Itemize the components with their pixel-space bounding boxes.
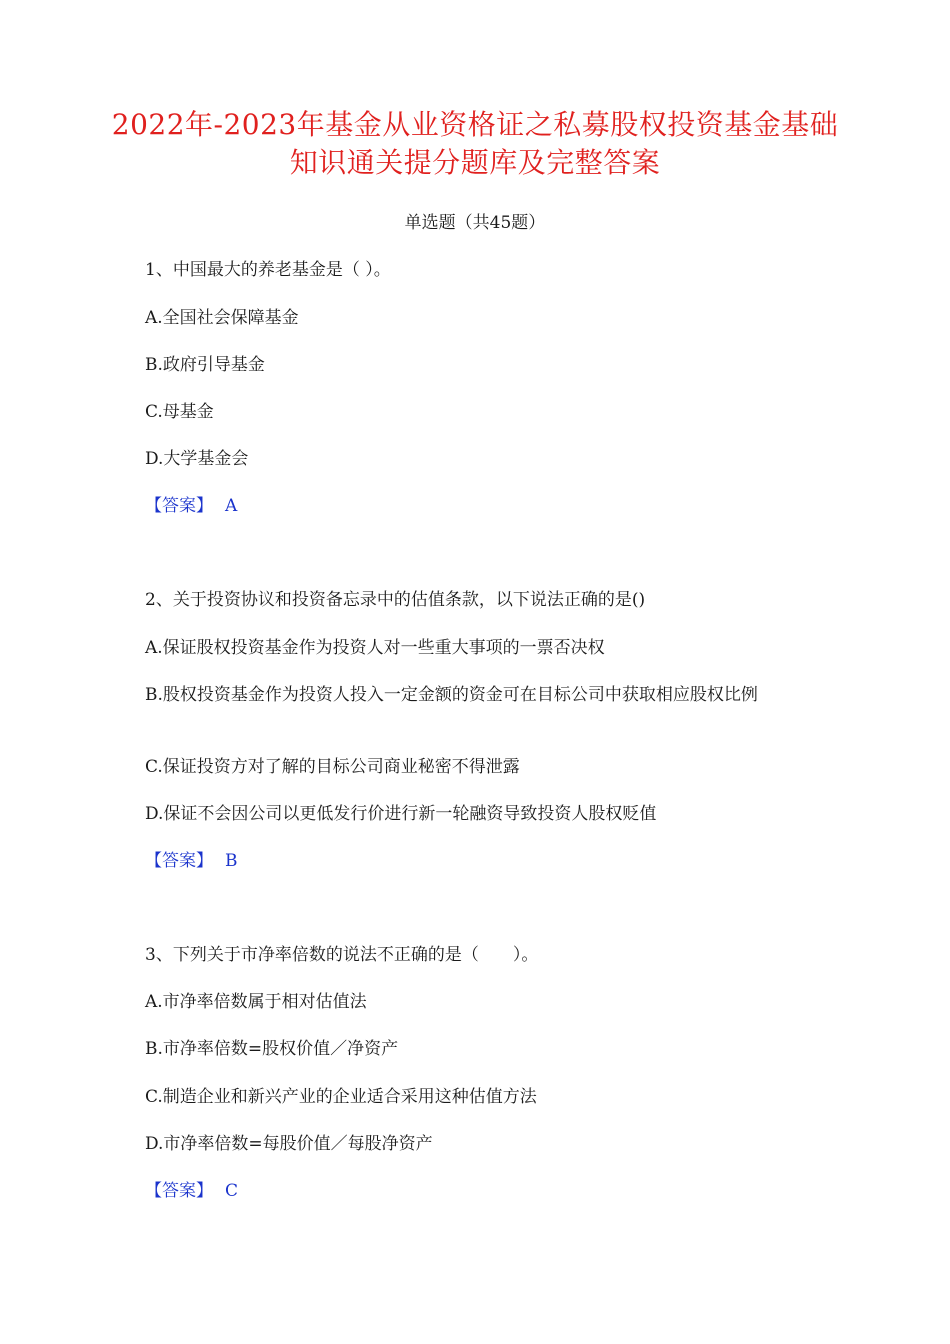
answer-label: 【答案】	[145, 1181, 213, 1201]
answer-value: B	[225, 851, 238, 871]
question-2-stem: 2、关于投资协议和投资备忘录中的估值条款，以下说法正确的是()	[145, 590, 646, 610]
question-3-option-c: C.制造企业和新兴产业的企业适合采用这种估值方法	[145, 1087, 537, 1107]
question-1-option-d: D.大学基金会	[145, 449, 249, 469]
question-1-option-a: A.全国社会保障基金	[145, 308, 299, 328]
document-title: 2022年-2023年基金从业资格证之私募股权投资基金基础知识通关提分题库及完整答案	[111, 108, 839, 179]
question-2-answer	[145, 849, 815, 873]
question-3-option-d: D.市净率倍数=每股价值／每股净资产	[145, 1134, 433, 1154]
question-3-option-a: A.市净率倍数属于相对估值法	[145, 992, 367, 1012]
question-3-option-b: B.市净率倍数=股权价值／净资产	[145, 1039, 399, 1059]
question-1-option-c: C.母基金	[145, 402, 214, 422]
question-2-option-a: A.保证股权投资基金作为投资人对一些重大事项的一票否决权	[145, 638, 605, 658]
question-2-option-c: C.保证投资方对了解的目标公司商业秘密不得泄露	[145, 757, 520, 777]
answer-value: C	[225, 1181, 239, 1201]
question-3-stem: 3、下列关于市净率倍数的说法不正确的是（ ）。	[145, 945, 539, 965]
question-2-option-b: B.股权投资基金作为投资人投入一定金额的资金可在目标公司中获取相应股权比例	[145, 685, 758, 705]
question-3-answer	[145, 1179, 815, 1203]
question-1-answer	[145, 494, 815, 518]
question-2-option-d: D.保证不会因公司以更低发行价进行新一轮融资导致投资人股权贬值	[145, 804, 657, 824]
answer-value: A	[225, 496, 238, 516]
question-1-stem: 1、中国最大的养老基金是（ ）。	[145, 260, 391, 280]
question-1-option-b: B.政府引导基金	[145, 355, 265, 375]
section-heading: 单选题（共45题）	[404, 213, 546, 233]
answer-label: 【答案】	[145, 496, 213, 516]
answer-label: 【答案】	[145, 851, 213, 871]
